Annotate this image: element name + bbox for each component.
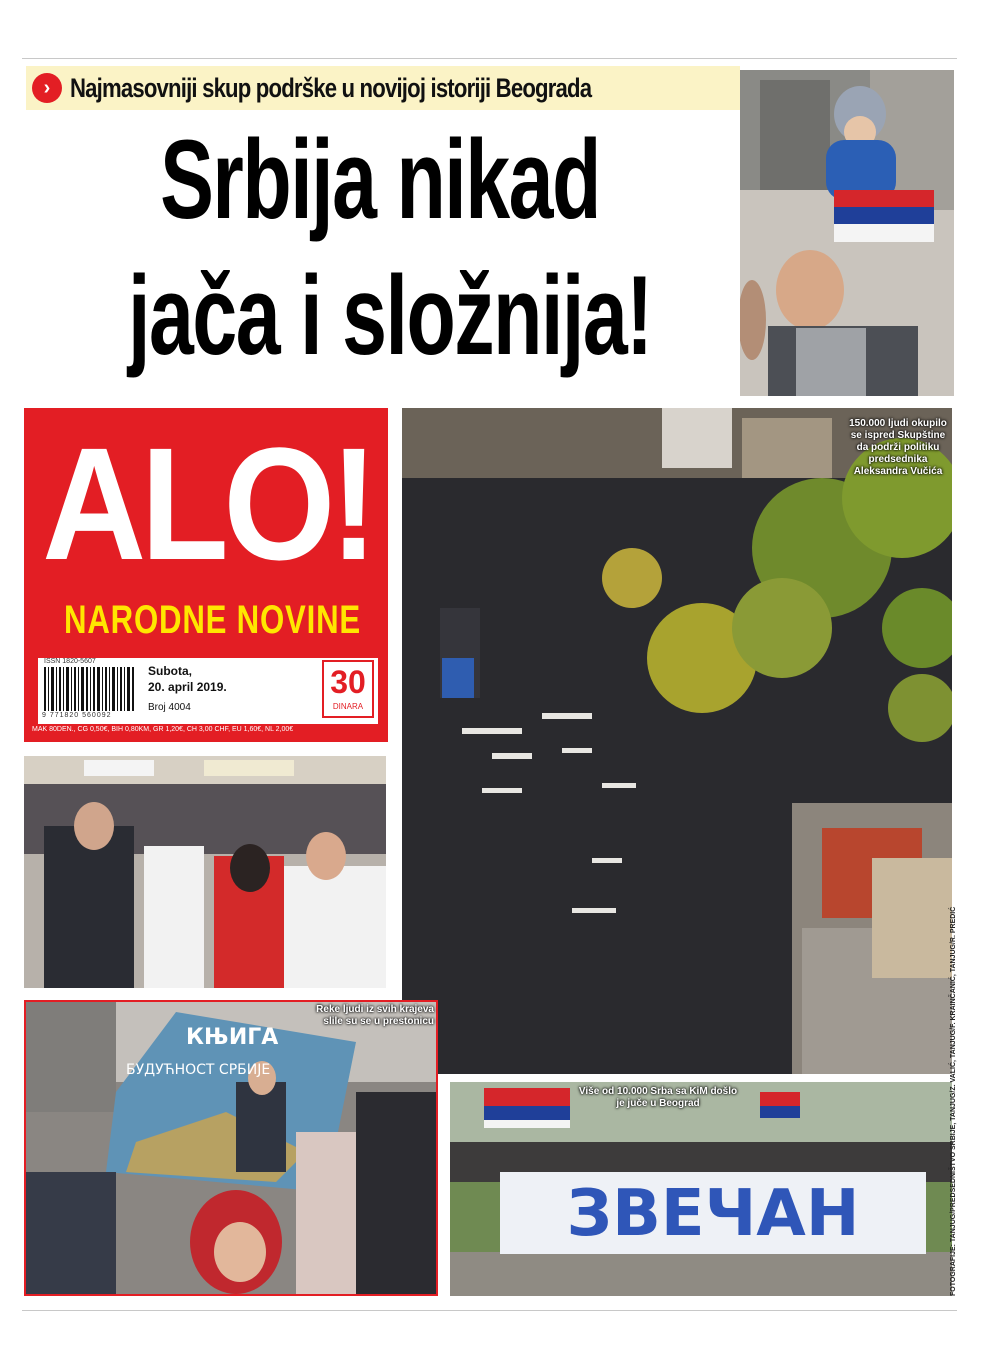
photo-aerial-crowd [402, 408, 952, 1074]
foreign-prices: MAK 80DEN., CG 0,50€, BIH 0,80KM, GR 1,20€, CH 3,00 CHF, EU 1,60€, NL 2,00€ [32, 726, 294, 733]
book-title-text: КЊИГА [186, 1025, 279, 1050]
issue-number: Broj 4004 [148, 702, 191, 713]
arrow-icon: › [32, 73, 62, 103]
main-headline [30, 112, 730, 384]
kicker-bar [26, 66, 740, 110]
price-currency: DINARA [332, 702, 364, 711]
headline-line-1: Srbija nikad [160, 117, 600, 242]
issue-date: 20. april 2019. [148, 680, 227, 694]
barcode-number: 9 771820 560092 [42, 712, 112, 719]
barcode-icon [42, 667, 138, 711]
price: 30 [330, 664, 366, 700]
bottom-rule [22, 1310, 957, 1311]
kicker-text: Najmasovniji skup podrške u novijoj istoriji Beograda [70, 72, 592, 103]
issue-day: Subota, [148, 664, 192, 678]
caption-banner: Više od 10.000 Srba sa KiM došlo je juče u Beograd [578, 1086, 738, 1109]
top-rule [22, 58, 957, 59]
banner-sign-text: ЗВЕЧАН [566, 1177, 860, 1251]
photo-greeting-supporters [24, 756, 386, 988]
photo-child-on-shoulders [740, 70, 954, 396]
price-box [322, 660, 374, 718]
book-subtitle-text: БУДУЋНОСТ СРБИЈЕ [126, 1062, 271, 1078]
photo-zvecan-banner [450, 1082, 952, 1296]
issue-info-box [38, 658, 378, 724]
masthead [24, 408, 388, 742]
isbn: ISSN 1820-5607 [44, 658, 96, 665]
newspaper-subtitle: NARODNE NOVINE [64, 598, 361, 642]
caption-book: Reke ljudi iz svih krajeva slile su se u prestonicu [316, 1004, 434, 1027]
newspaper-logo: ALO! [42, 414, 373, 593]
photo-credits: FOTOGRAFIJE: TANJUG/PREDSEDNIŠTVO SRBIJE, TANJUG/Z. VALIĆ, TANJUG/F. KRAINČANIĆ, TANJUG/R. PREDIĆ [950, 906, 957, 1296]
caption-crowd: 150.000 ljudi okupilo se ispred Skupštine da podrži politiku predsednika Aleksandra Vučića [849, 418, 947, 477]
headline-line-2: jača i složnija! [127, 253, 652, 378]
photo-book-holder [24, 1000, 438, 1296]
